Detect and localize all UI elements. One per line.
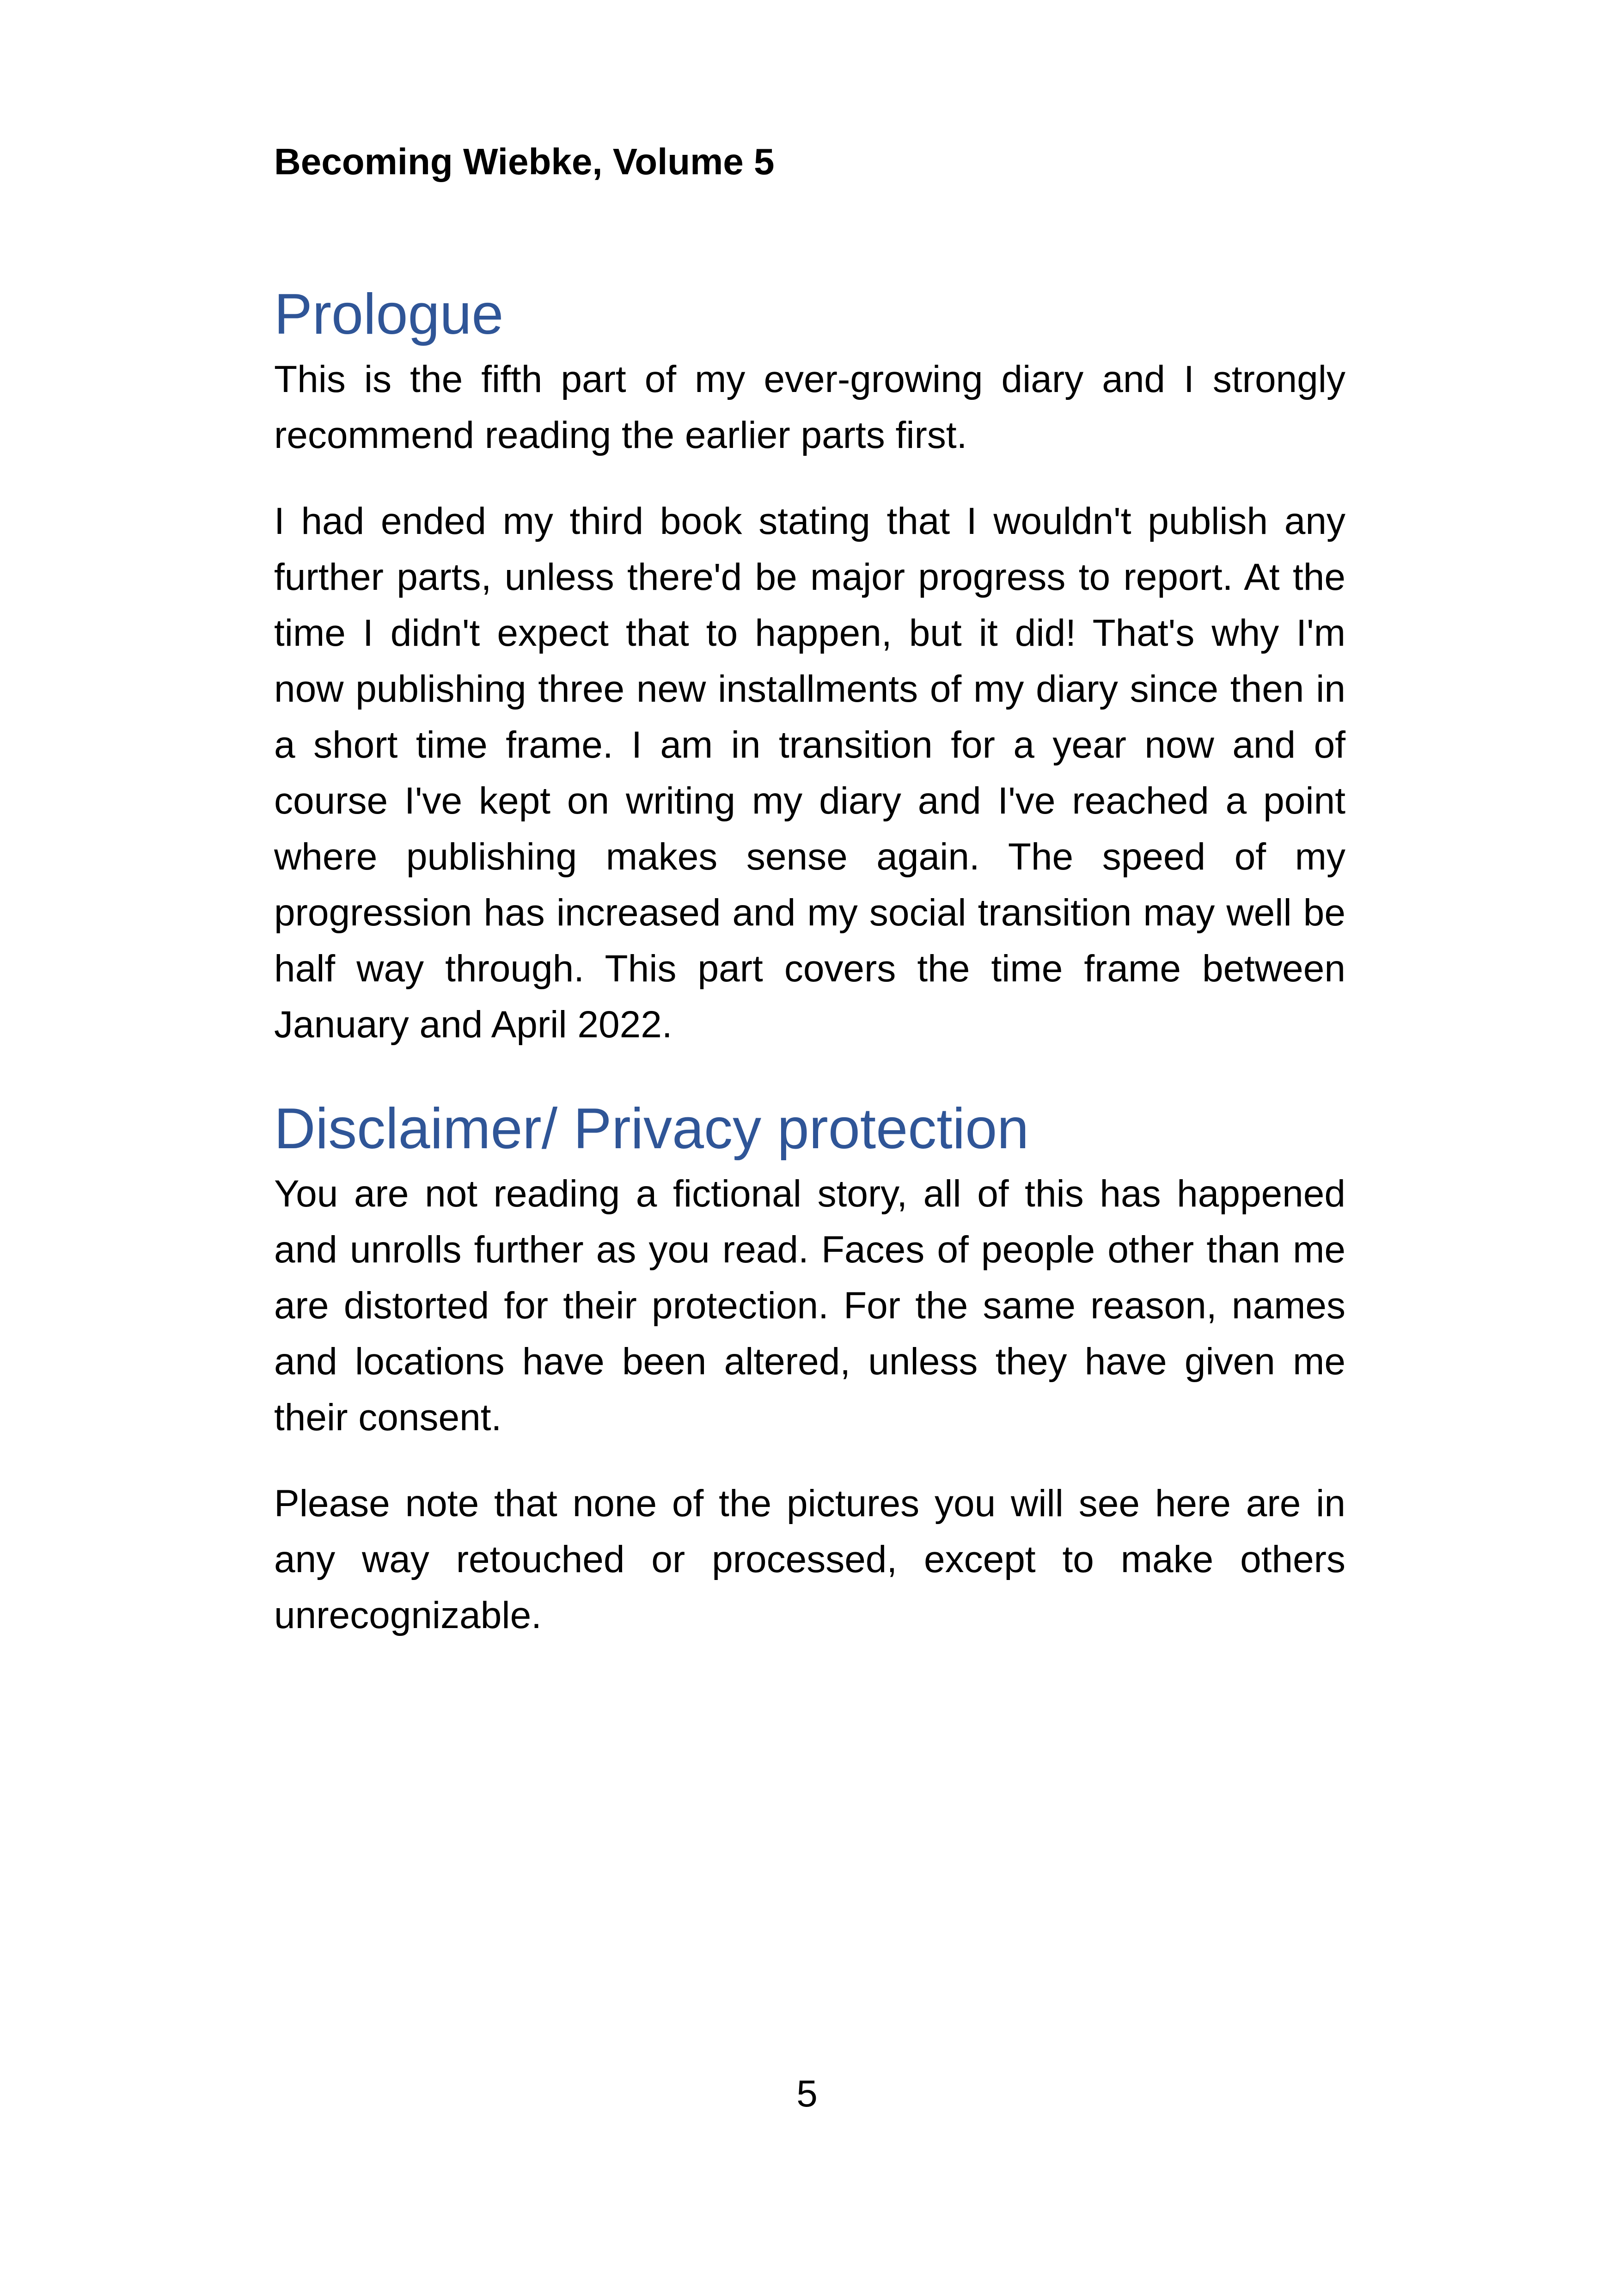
page-number: 5 — [796, 2073, 818, 2115]
section-heading-prologue: Prologue — [274, 282, 504, 346]
page-body — [274, 277, 1345, 1673]
running-header: Becoming Wiebke, Volume 5 — [274, 141, 775, 182]
disclaimer-section — [274, 1092, 1345, 1643]
section-heading-disclaimer: Disclaimer/ Privacy protection — [274, 1097, 1029, 1161]
paragraph: You are not reading a fictional story, all of this has happened and unrolls further as you read. Faces of people other than me are distorted for their protection. For the same reason, names and locations have been altered, unless they have given me their consent. — [274, 1173, 1345, 1439]
paragraph: Please note that none of the pictures you will see here are in any way retouched or processed, except to make others unrecognizable. — [274, 1482, 1345, 1636]
paragraph: I had ended my third book stating that I wouldn't publish any further parts, unless there'd be major progress to report. At the time I didn't expect that to happen, but it did! That's why I'm now publishing three new installments of my diary since then in a short time frame. I am in transition for a year now and of course I've kept on writing my diary and I've reached a point where publishing makes sense again. The speed of my progression has increased and my social transition may well be half way through. This part covers the time frame between January and April 2022. — [274, 500, 1345, 1046]
paragraph: This is the fifth part of my ever-growing diary and I strongly recommend reading the earlier parts first. — [274, 358, 1345, 456]
prologue-section — [274, 277, 1345, 1053]
